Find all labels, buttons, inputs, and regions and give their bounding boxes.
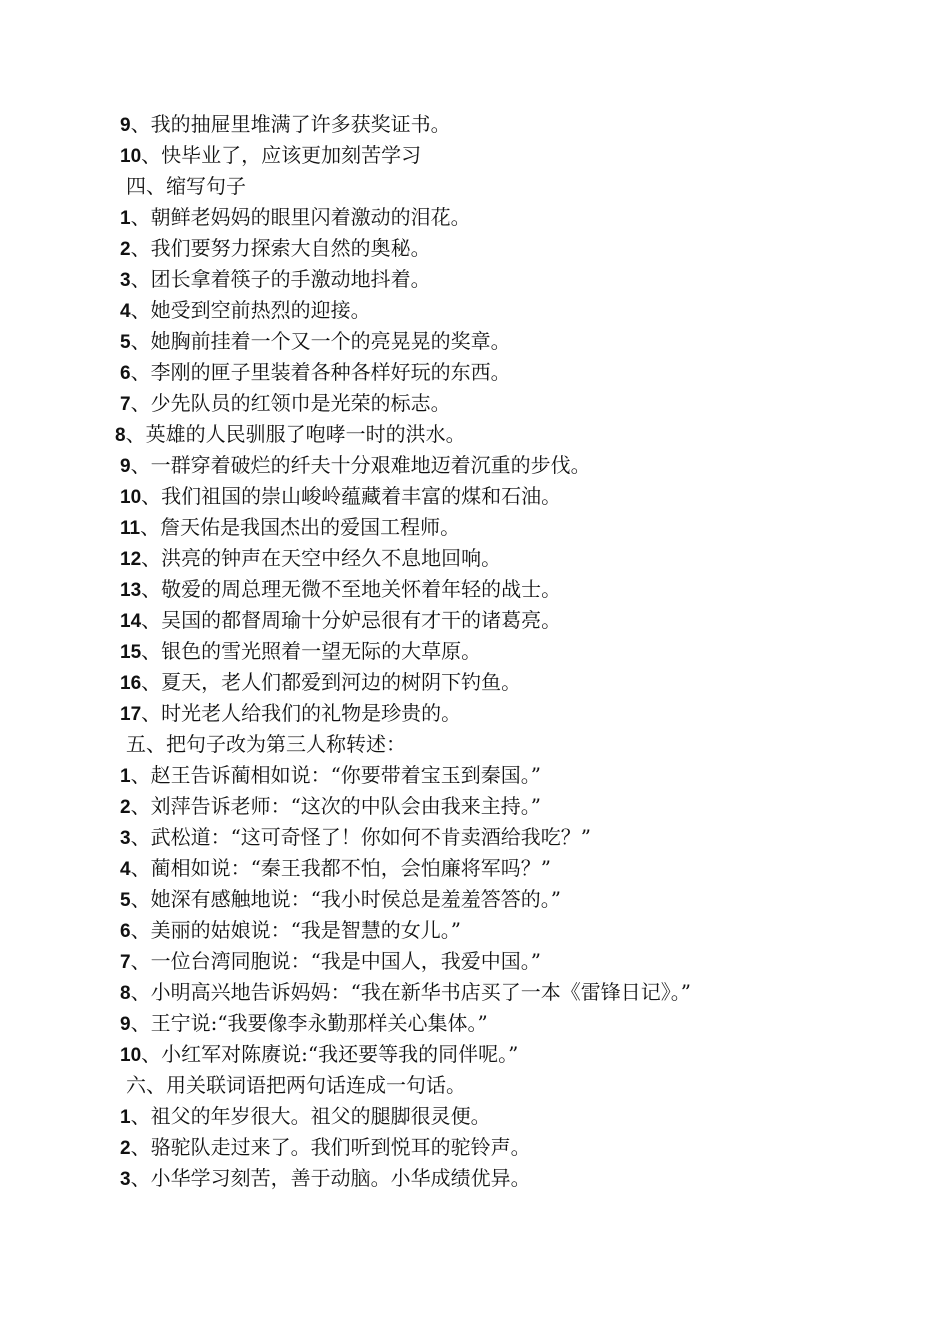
- exercise-item: [120, 667, 521, 698]
- item-text: 、洪亮的钟声在天空中经久不息地回响。: [141, 546, 502, 570]
- item-number: 9: [120, 1014, 131, 1035]
- item-number: 2: [120, 239, 131, 260]
- item-number: 10: [120, 1045, 142, 1066]
- exercise-item: [120, 915, 461, 946]
- exercise-item: [120, 884, 561, 915]
- exercise-item: [120, 698, 461, 729]
- item-number: 3: [120, 828, 131, 849]
- exercise-item: [120, 636, 481, 667]
- item-text: 、骆驼队走过来了。我们听到悦耳的驼铃声。: [130, 1135, 531, 1159]
- item-text: 、我的抽屉里堆满了许多获奖证书。: [130, 112, 451, 136]
- item-text: 、她胸前挂着一个又一个的亮晃晃的奖章。: [130, 329, 511, 353]
- item-text: 、赵王告诉蔺相如说：“你要带着宝玉到秦国。”: [130, 763, 542, 787]
- item-number: 11: [120, 518, 141, 539]
- item-text: 、我们要努力探索大自然的奥秘。: [130, 236, 431, 260]
- item-number: 6: [120, 363, 131, 384]
- item-number: 14: [120, 611, 142, 632]
- item-text: 、银色的雪光照着一望无际的大草原。: [141, 639, 482, 663]
- item-number: 6: [120, 921, 131, 942]
- item-text: 、她深有感触地说：“我小时侯总是羞羞答答的。”: [130, 887, 562, 911]
- item-text: 、一位台湾同胞说：“我是中国人，我爱中国。”: [130, 949, 542, 973]
- item-number: 17: [120, 704, 142, 725]
- item-text: 、朝鲜老妈妈的眼里闪着激动的泪花。: [130, 205, 471, 229]
- item-text: 、王宁说:“我要像李永勤那样关心集体。”: [130, 1011, 488, 1035]
- item-number: 3: [120, 1169, 131, 1190]
- item-text: 、少先队员的红领巾是光荣的标志。: [130, 391, 451, 415]
- exercise-item: [120, 1163, 531, 1194]
- heading-text: 六、用关联词语把两句话连成一句话。: [126, 1073, 466, 1097]
- heading-text: 五、把句子改为第三人称转述：: [126, 732, 406, 756]
- exercise-item: [115, 419, 466, 450]
- exercise-item: [120, 977, 691, 1008]
- item-number: 16: [120, 673, 142, 694]
- item-text: 、美丽的姑娘说：“我是智慧的女儿。”: [130, 918, 462, 942]
- item-number: 4: [120, 859, 131, 880]
- item-number: 2: [120, 797, 131, 818]
- exercise-item: [120, 946, 541, 977]
- item-number: 10: [120, 146, 142, 167]
- exercise-item: [120, 109, 451, 140]
- section-heading: [126, 729, 406, 760]
- exercise-item: [120, 543, 501, 574]
- item-number: 9: [120, 456, 131, 477]
- exercise-item: [120, 760, 541, 791]
- item-text: 、小明高兴地告诉妈妈：“我在新华书店买了一本《雷锋日记》。”: [130, 980, 692, 1004]
- item-text: 、夏天，老人们都爱到河边的树阴下钓鱼。: [141, 670, 522, 694]
- item-number: 1: [120, 1107, 131, 1128]
- item-text: 、我们祖国的崇山峻岭蕴藏着丰富的煤和石油。: [141, 484, 562, 508]
- item-text: 、她受到空前热烈的迎接。: [130, 298, 371, 322]
- exercise-item: [120, 326, 511, 357]
- exercise-item: [120, 1008, 488, 1039]
- exercise-item: [120, 1132, 531, 1163]
- exercise-item: [120, 202, 471, 233]
- item-text: 、时光老人给我们的礼物是珍贵的。: [141, 701, 462, 725]
- exercise-item: [120, 512, 460, 543]
- exercise-item: [120, 295, 371, 326]
- item-number: 1: [120, 766, 131, 787]
- item-number: 5: [120, 332, 131, 353]
- item-text: 、小华学习刻苦，善于动脑。小华成绩优异。: [130, 1166, 531, 1190]
- exercise-item: [120, 1039, 518, 1070]
- exercise-item: [120, 853, 551, 884]
- item-text: 、祖父的年岁很大。祖父的腿脚很灵便。: [130, 1104, 491, 1128]
- item-number: 1: [120, 208, 131, 229]
- item-number: 7: [120, 394, 131, 415]
- item-text: 、刘萍告诉老师：“这次的中队会由我来主持。”: [130, 794, 542, 818]
- item-number: 7: [120, 952, 131, 973]
- item-number: 9: [120, 115, 131, 136]
- item-number: 8: [115, 425, 126, 446]
- item-number: 5: [120, 890, 131, 911]
- item-number: 13: [120, 580, 142, 601]
- section-heading: [126, 1070, 466, 1101]
- item-text: 、李刚的匣子里装着各种各样好玩的东西。: [130, 360, 511, 384]
- exercise-item: [120, 450, 591, 481]
- exercise-item: [120, 264, 431, 295]
- exercise-item: [120, 574, 561, 605]
- item-number: 10: [120, 487, 142, 508]
- exercise-item: [120, 481, 561, 512]
- item-text: 、蔺相如说：“秦王我都不怕，会怕廉将军吗？”: [130, 856, 552, 880]
- exercise-item: [120, 605, 561, 636]
- item-text: 、武松道：“这可奇怪了！你如何不肯卖酒给我吃？”: [130, 825, 592, 849]
- item-number: 8: [120, 983, 131, 1004]
- exercise-item: [120, 822, 591, 853]
- item-number: 12: [120, 549, 142, 570]
- item-text: 、团长拿着筷子的手激动地抖着。: [130, 267, 431, 291]
- item-number: 2: [120, 1138, 131, 1159]
- exercise-item: [120, 1101, 491, 1132]
- exercise-item: [120, 388, 451, 419]
- item-text: 、英雄的人民驯服了咆哮一时的洪水。: [125, 422, 466, 446]
- item-text: 、敬爱的周总理无微不至地关怀着年轻的战士。: [141, 577, 562, 601]
- item-text: 、小红军对陈赓说:“我还要等我的同伴呢。”: [141, 1042, 519, 1066]
- item-text: 、吴国的都督周瑜十分妒忌很有才干的诸葛亮。: [141, 608, 562, 632]
- item-number: 3: [120, 270, 131, 291]
- item-text: 、快毕业了，应该更加刻苦学习: [141, 143, 422, 167]
- item-number: 4: [120, 301, 131, 322]
- item-text: 、詹天佑是我国杰出的爱国工程师。: [140, 515, 461, 539]
- exercise-item: [120, 140, 421, 171]
- exercise-item: [120, 791, 541, 822]
- item-number: 15: [120, 642, 142, 663]
- exercise-item: [120, 357, 511, 388]
- item-text: 、一群穿着破烂的纤夫十分艰难地迈着沉重的步伐。: [130, 453, 591, 477]
- section-heading: [126, 171, 246, 202]
- heading-text: 四、缩写句子: [126, 174, 246, 198]
- exercise-item: [120, 233, 431, 264]
